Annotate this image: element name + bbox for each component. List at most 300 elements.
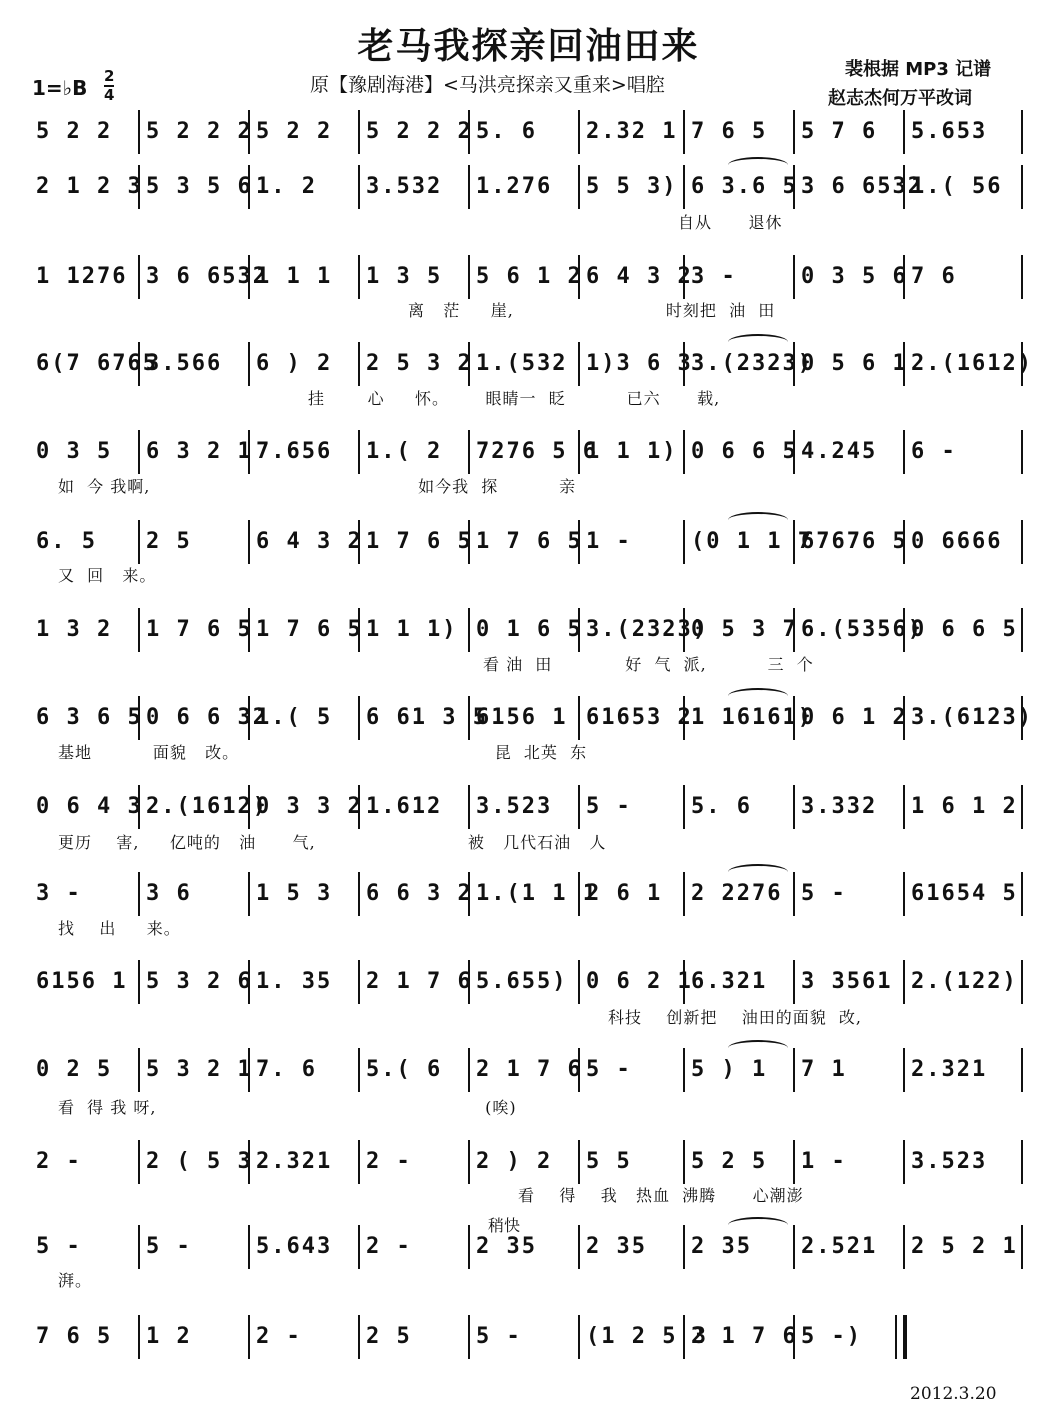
barline (578, 110, 580, 154)
measure: 5 - (586, 794, 632, 819)
barline (468, 872, 470, 916)
barline (793, 1315, 795, 1359)
barline (578, 785, 580, 829)
measure: 1.( 5 (256, 705, 333, 730)
barline (1021, 1048, 1023, 1092)
barline (358, 1225, 360, 1269)
measure: 5. 6 (691, 794, 752, 819)
barline (358, 960, 360, 1004)
measure: 1 6 1 2 (911, 794, 1018, 819)
measure: 2 1 7 6 (691, 1324, 798, 1349)
barline (793, 785, 795, 829)
barline (1021, 696, 1023, 740)
slur (728, 1217, 788, 1233)
barline (248, 1315, 250, 1359)
barline (903, 960, 905, 1004)
barline (1021, 1140, 1023, 1184)
score-row (28, 872, 1023, 916)
measure: 61653 2 (586, 705, 693, 730)
barline (793, 1225, 795, 1269)
measure: 1. 2 (256, 174, 317, 199)
barline (683, 342, 685, 386)
measure: 0 6666 (911, 529, 1003, 554)
measure: 1 7 6 5 (146, 617, 253, 642)
barline (138, 872, 140, 916)
measure: 2 - (36, 1149, 82, 1174)
measure: 6156 1 (36, 969, 128, 994)
barline (793, 608, 795, 652)
barline (248, 696, 250, 740)
lyrics-line: 看 得 我 呀, (唉) (58, 1098, 517, 1117)
barline (903, 255, 905, 299)
measure: 1.(1 1 1 (476, 881, 598, 906)
measure: 5 6 1 2 (476, 264, 583, 289)
measure: 2 1 7 6 (366, 969, 473, 994)
measure: 1 7 6 5 (366, 529, 473, 554)
measure: 5 - (586, 1057, 632, 1082)
lyrics-line: 找 出 来。 (58, 919, 181, 938)
barline (358, 1140, 360, 1184)
barline (248, 165, 250, 209)
barline (138, 608, 140, 652)
barline (468, 342, 470, 386)
measure: 5 3 2 6 (146, 969, 253, 994)
measure: 2 ) 2 (476, 1149, 553, 1174)
measure: 5 - (801, 881, 847, 906)
barline (248, 110, 250, 154)
barline (468, 1140, 470, 1184)
barline (793, 1140, 795, 1184)
barline (248, 255, 250, 299)
barline (1021, 110, 1023, 154)
score-row (28, 1225, 1023, 1269)
measure: 6 61 3 5 (366, 705, 488, 730)
barline (468, 608, 470, 652)
barline (903, 1048, 905, 1092)
barline (468, 1048, 470, 1092)
barline (358, 1048, 360, 1092)
measure: 5 3 5 6 (146, 174, 253, 199)
measure: 5 2 2 2 (366, 119, 473, 144)
barline (358, 255, 360, 299)
barline (468, 1225, 470, 1269)
measure: 2 2276 (691, 881, 783, 906)
song-title: 老马我探亲回油田来 (357, 26, 700, 67)
measure: 5 - (36, 1234, 82, 1259)
barline (578, 1048, 580, 1092)
barline (138, 1140, 140, 1184)
barline (683, 1140, 685, 1184)
barline (903, 342, 905, 386)
barline (683, 1315, 685, 1359)
barline (138, 255, 140, 299)
barline (138, 1048, 140, 1092)
barline (138, 342, 140, 386)
barline (578, 342, 580, 386)
score-row (28, 1315, 1023, 1359)
barline (903, 1225, 905, 1269)
measure: 1.276 (476, 174, 553, 199)
barline (138, 1315, 140, 1359)
barline (793, 342, 795, 386)
barline (683, 608, 685, 652)
barline (903, 110, 905, 154)
measure: 1)3 6 3 (586, 351, 693, 376)
barline (248, 1140, 250, 1184)
credit-lyricist: 赵志杰何万平改词 (828, 88, 972, 109)
score-row (28, 520, 1023, 564)
time-signature-bottom: 4 (104, 86, 115, 104)
barline (903, 872, 905, 916)
measure: 3 6 6532 (801, 174, 923, 199)
measure: 0 3 5 6 (801, 264, 908, 289)
barline (903, 608, 905, 652)
measure: 0 3 3 2 (256, 794, 363, 819)
measure: 5 7 6 (801, 119, 878, 144)
measure: 6 4 3 2 (256, 529, 363, 554)
measure: 6 ) 2 (256, 351, 333, 376)
barline (248, 608, 250, 652)
barline (683, 1048, 685, 1092)
score-row (28, 430, 1023, 474)
barline (683, 165, 685, 209)
barline (903, 165, 905, 209)
measure: 2 5 (366, 1324, 412, 1349)
barline (793, 165, 795, 209)
barline (468, 520, 470, 564)
measure: 3.(2323) (691, 351, 813, 376)
barline (138, 1225, 140, 1269)
barline (138, 960, 140, 1004)
score-row (28, 608, 1023, 652)
barline (1021, 255, 1023, 299)
barline (903, 430, 905, 474)
measure: 4.245 (801, 439, 878, 464)
measure: 0 6 4 3 (36, 794, 143, 819)
lyrics-line: 科技 创新把 油田的面貌 改, (608, 1008, 862, 1027)
measure: 7276 5 6 (476, 439, 598, 464)
barline (468, 165, 470, 209)
measure: 6 - (911, 439, 957, 464)
barline (578, 696, 580, 740)
time-signature-top: 2 (104, 67, 115, 85)
measure: 5. 6 (476, 119, 537, 144)
measure: 2 35 (476, 1234, 537, 1259)
barline (683, 1225, 685, 1269)
barline (578, 430, 580, 474)
measure: 1 3 5 (366, 264, 443, 289)
barline (248, 1225, 250, 1269)
slur (728, 157, 788, 173)
measure: 6 3 2 1 (146, 439, 253, 464)
barline (468, 785, 470, 829)
barline (793, 872, 795, 916)
measure: (1 2 5 3 (586, 1324, 708, 1349)
measure: 1 1 1) (586, 439, 678, 464)
barline (903, 520, 905, 564)
measure: 1 1 1 (256, 264, 333, 289)
barline (683, 255, 685, 299)
measure: 3 3561 (801, 969, 893, 994)
barline (793, 1048, 795, 1092)
measure: 2 1 7 6 (476, 1057, 583, 1082)
barline (468, 1315, 470, 1359)
barline (683, 430, 685, 474)
slur (728, 864, 788, 880)
measure: 1 2 (146, 1324, 192, 1349)
measure: 0 5 6 1 (801, 351, 908, 376)
score-row (28, 165, 1023, 209)
time-signature (104, 68, 114, 104)
barline (578, 1140, 580, 1184)
measure: 5.( 6 (366, 1057, 443, 1082)
measure: 2.32 1 (586, 119, 678, 144)
measure: 3 6 (146, 881, 192, 906)
measure: 2 - (366, 1149, 412, 1174)
barline (578, 1225, 580, 1269)
measure: 7 1 (801, 1057, 847, 1082)
barline (793, 520, 795, 564)
barline (1021, 165, 1023, 209)
barline (138, 165, 140, 209)
measure: 6 3.6 5 (691, 174, 798, 199)
barline (248, 1048, 250, 1092)
measure: 2.321 (256, 1149, 333, 1174)
measure: 5 2 2 (36, 119, 113, 144)
measure: 2.321 (911, 1057, 988, 1082)
barline (578, 608, 580, 652)
lyrics-line: 如 今 我啊, 如今我 探 亲 (58, 477, 577, 496)
measure: 1 3 2 (36, 617, 113, 642)
barline (358, 342, 360, 386)
measure: 1 1276 (36, 264, 128, 289)
barline (138, 785, 140, 829)
lyrics-line: 又 回 来。 (58, 566, 157, 585)
measure: 5.655) (476, 969, 568, 994)
barline (358, 696, 360, 740)
lyrics-line: 挂 心 怀。 眼睛一 眨 已六 载, (308, 389, 721, 408)
measure: 3 6 6532 (146, 264, 268, 289)
measure: 0 6 1 2 (801, 705, 908, 730)
score-row (28, 696, 1033, 740)
measure: 1 16161) (691, 705, 813, 730)
barline (468, 110, 470, 154)
score-row (28, 110, 1023, 154)
measure: 5 ) 1 (691, 1057, 768, 1082)
barline (248, 960, 250, 1004)
measure: 2.(122) (911, 969, 1018, 994)
barline (248, 342, 250, 386)
measure: 6(7 6765 (36, 351, 158, 376)
barline (683, 785, 685, 829)
measure: 0 6 6 5 (691, 439, 798, 464)
measure: 0 6 2 1 (586, 969, 693, 994)
measure: 67676 5 (801, 529, 908, 554)
barline (358, 520, 360, 564)
measure: 1 - (586, 529, 632, 554)
measure: 1 7 6 5 (476, 529, 583, 554)
lyrics-line: 看 得 我 热血 沸腾 心潮澎 (518, 1186, 804, 1205)
measure: 7.656 (256, 439, 333, 464)
measure: 1 1 1) (366, 617, 458, 642)
barline (903, 696, 905, 740)
tempo-mark: 稍快 (488, 1216, 521, 1235)
measure: 7 6 5 (36, 1324, 113, 1349)
measure: 6.321 (691, 969, 768, 994)
measure: 2 1 2 3 (36, 174, 143, 199)
measure: 5 5 (586, 1149, 632, 1174)
barline (138, 520, 140, 564)
measure: 7 6 (911, 264, 957, 289)
barline (683, 960, 685, 1004)
barline (248, 785, 250, 829)
measure: 2.(1612) (911, 351, 1033, 376)
barline (793, 696, 795, 740)
measure: 1 5 3 (256, 881, 333, 906)
barline (1021, 342, 1023, 386)
date-stamp: 2012.3.20 (910, 1384, 997, 1404)
credit-transcriber: 裴根据 MP3 记谱 (845, 59, 992, 80)
barline (683, 520, 685, 564)
measure: 5 5 3) (586, 174, 678, 199)
barline (468, 960, 470, 1004)
barline (358, 1315, 360, 1359)
measure: 1.612 (366, 794, 443, 819)
score-row (28, 1140, 1023, 1184)
measure: 5 2 2 (256, 119, 333, 144)
measure: 2 5 3 2 (366, 351, 473, 376)
barline (793, 430, 795, 474)
measure: 2 - (256, 1324, 302, 1349)
barline (138, 110, 140, 154)
measure: 6.(5356) (801, 617, 923, 642)
measure: 0 1 6 5 (476, 617, 583, 642)
barline (793, 110, 795, 154)
barline (578, 255, 580, 299)
measure: 5.643 (256, 1234, 333, 1259)
measure: 3.566 (146, 351, 223, 376)
score-row (28, 1048, 1023, 1092)
score-row (28, 342, 1033, 386)
measure: 3.332 (801, 794, 878, 819)
measure: 0 2 5 (36, 1057, 113, 1082)
measure: 6 4 3 2 (586, 264, 693, 289)
measure: 2 - (366, 1234, 412, 1259)
lyrics-line: 离 茫 崖, 时刻把 油 田 (408, 301, 776, 320)
measure: 2 ( 5 3 (146, 1149, 253, 1174)
measure: 5 - (146, 1234, 192, 1259)
measure: 2 35 (691, 1234, 752, 1259)
measure: 6 6 3 2 (366, 881, 473, 906)
measure: 3.532 (366, 174, 443, 199)
barline (248, 430, 250, 474)
slur (728, 512, 788, 528)
measure: (0 1 1 7 (691, 529, 813, 554)
measure: 0 5 3 7 (691, 617, 798, 642)
barline (248, 872, 250, 916)
measure: 1.( 2 (366, 439, 443, 464)
barline (468, 255, 470, 299)
slur (728, 688, 788, 704)
barline (468, 430, 470, 474)
measure: 0 6 6 5 (911, 617, 1018, 642)
barline (578, 165, 580, 209)
song-subtitle: 原【豫剧海港】<马洪亮探亲又重来>唱腔 (310, 74, 665, 96)
measure: 5 - (476, 1324, 522, 1349)
barline (1021, 1225, 1023, 1269)
measure: 7 6 5 (691, 119, 768, 144)
barline (578, 520, 580, 564)
score-row (28, 785, 1023, 829)
lyrics-line: 湃。 (58, 1271, 93, 1290)
barline (683, 872, 685, 916)
barline (358, 165, 360, 209)
measure: 3.(6123) (911, 705, 1033, 730)
measure: 2.521 (801, 1234, 878, 1259)
measure: 3 - (691, 264, 737, 289)
key-signature: 1=♭B (32, 76, 88, 100)
measure: 2 5 2 1 (911, 1234, 1018, 1259)
slur (728, 334, 788, 350)
measure: 5 2 5 (691, 1149, 768, 1174)
barline (248, 520, 250, 564)
barline (358, 110, 360, 154)
lyrics-line: 看 油 田 好 气 派, 三 个 (483, 655, 814, 674)
barline (578, 960, 580, 1004)
barline (683, 110, 685, 154)
measure: 3.523 (476, 794, 553, 819)
measure: 0 6 6 32 (146, 705, 268, 730)
barline (358, 872, 360, 916)
barline (138, 430, 140, 474)
measure: 3.523 (911, 1149, 988, 1174)
measure: 3 - (36, 881, 82, 906)
barline (683, 696, 685, 740)
measure: 1.(532 (476, 351, 568, 376)
lyrics-line: 自从 退休 (678, 213, 783, 232)
barline (1021, 520, 1023, 564)
measure: 1 - (801, 1149, 847, 1174)
measure: 5 -) (801, 1324, 862, 1349)
lyrics-line: 更历 害, 亿吨的 油 气, 被 几代石油 人 (58, 833, 607, 852)
barline (358, 430, 360, 474)
measure: 2.(1612) (146, 794, 268, 819)
barline (793, 960, 795, 1004)
measure: 3.(2323) (586, 617, 708, 642)
measure: 2 35 (586, 1234, 647, 1259)
measure: 5.653 (911, 119, 988, 144)
barline (578, 872, 580, 916)
barline (1021, 872, 1023, 916)
measure: 7. 6 (256, 1057, 317, 1082)
barline (793, 255, 795, 299)
barline (903, 785, 905, 829)
measure: 1. 35 (256, 969, 333, 994)
score-row (28, 255, 1023, 299)
barline (1021, 608, 1023, 652)
measure: 6156 1 (476, 705, 568, 730)
barline (1021, 430, 1023, 474)
slur (728, 1040, 788, 1056)
measure: 5 3 2 1 (146, 1057, 253, 1082)
barline (358, 785, 360, 829)
barline (903, 1140, 905, 1184)
barline (578, 1315, 580, 1359)
barline (1021, 960, 1023, 1004)
measure: 2 5 (146, 529, 192, 554)
barline (1021, 785, 1023, 829)
barline (468, 696, 470, 740)
